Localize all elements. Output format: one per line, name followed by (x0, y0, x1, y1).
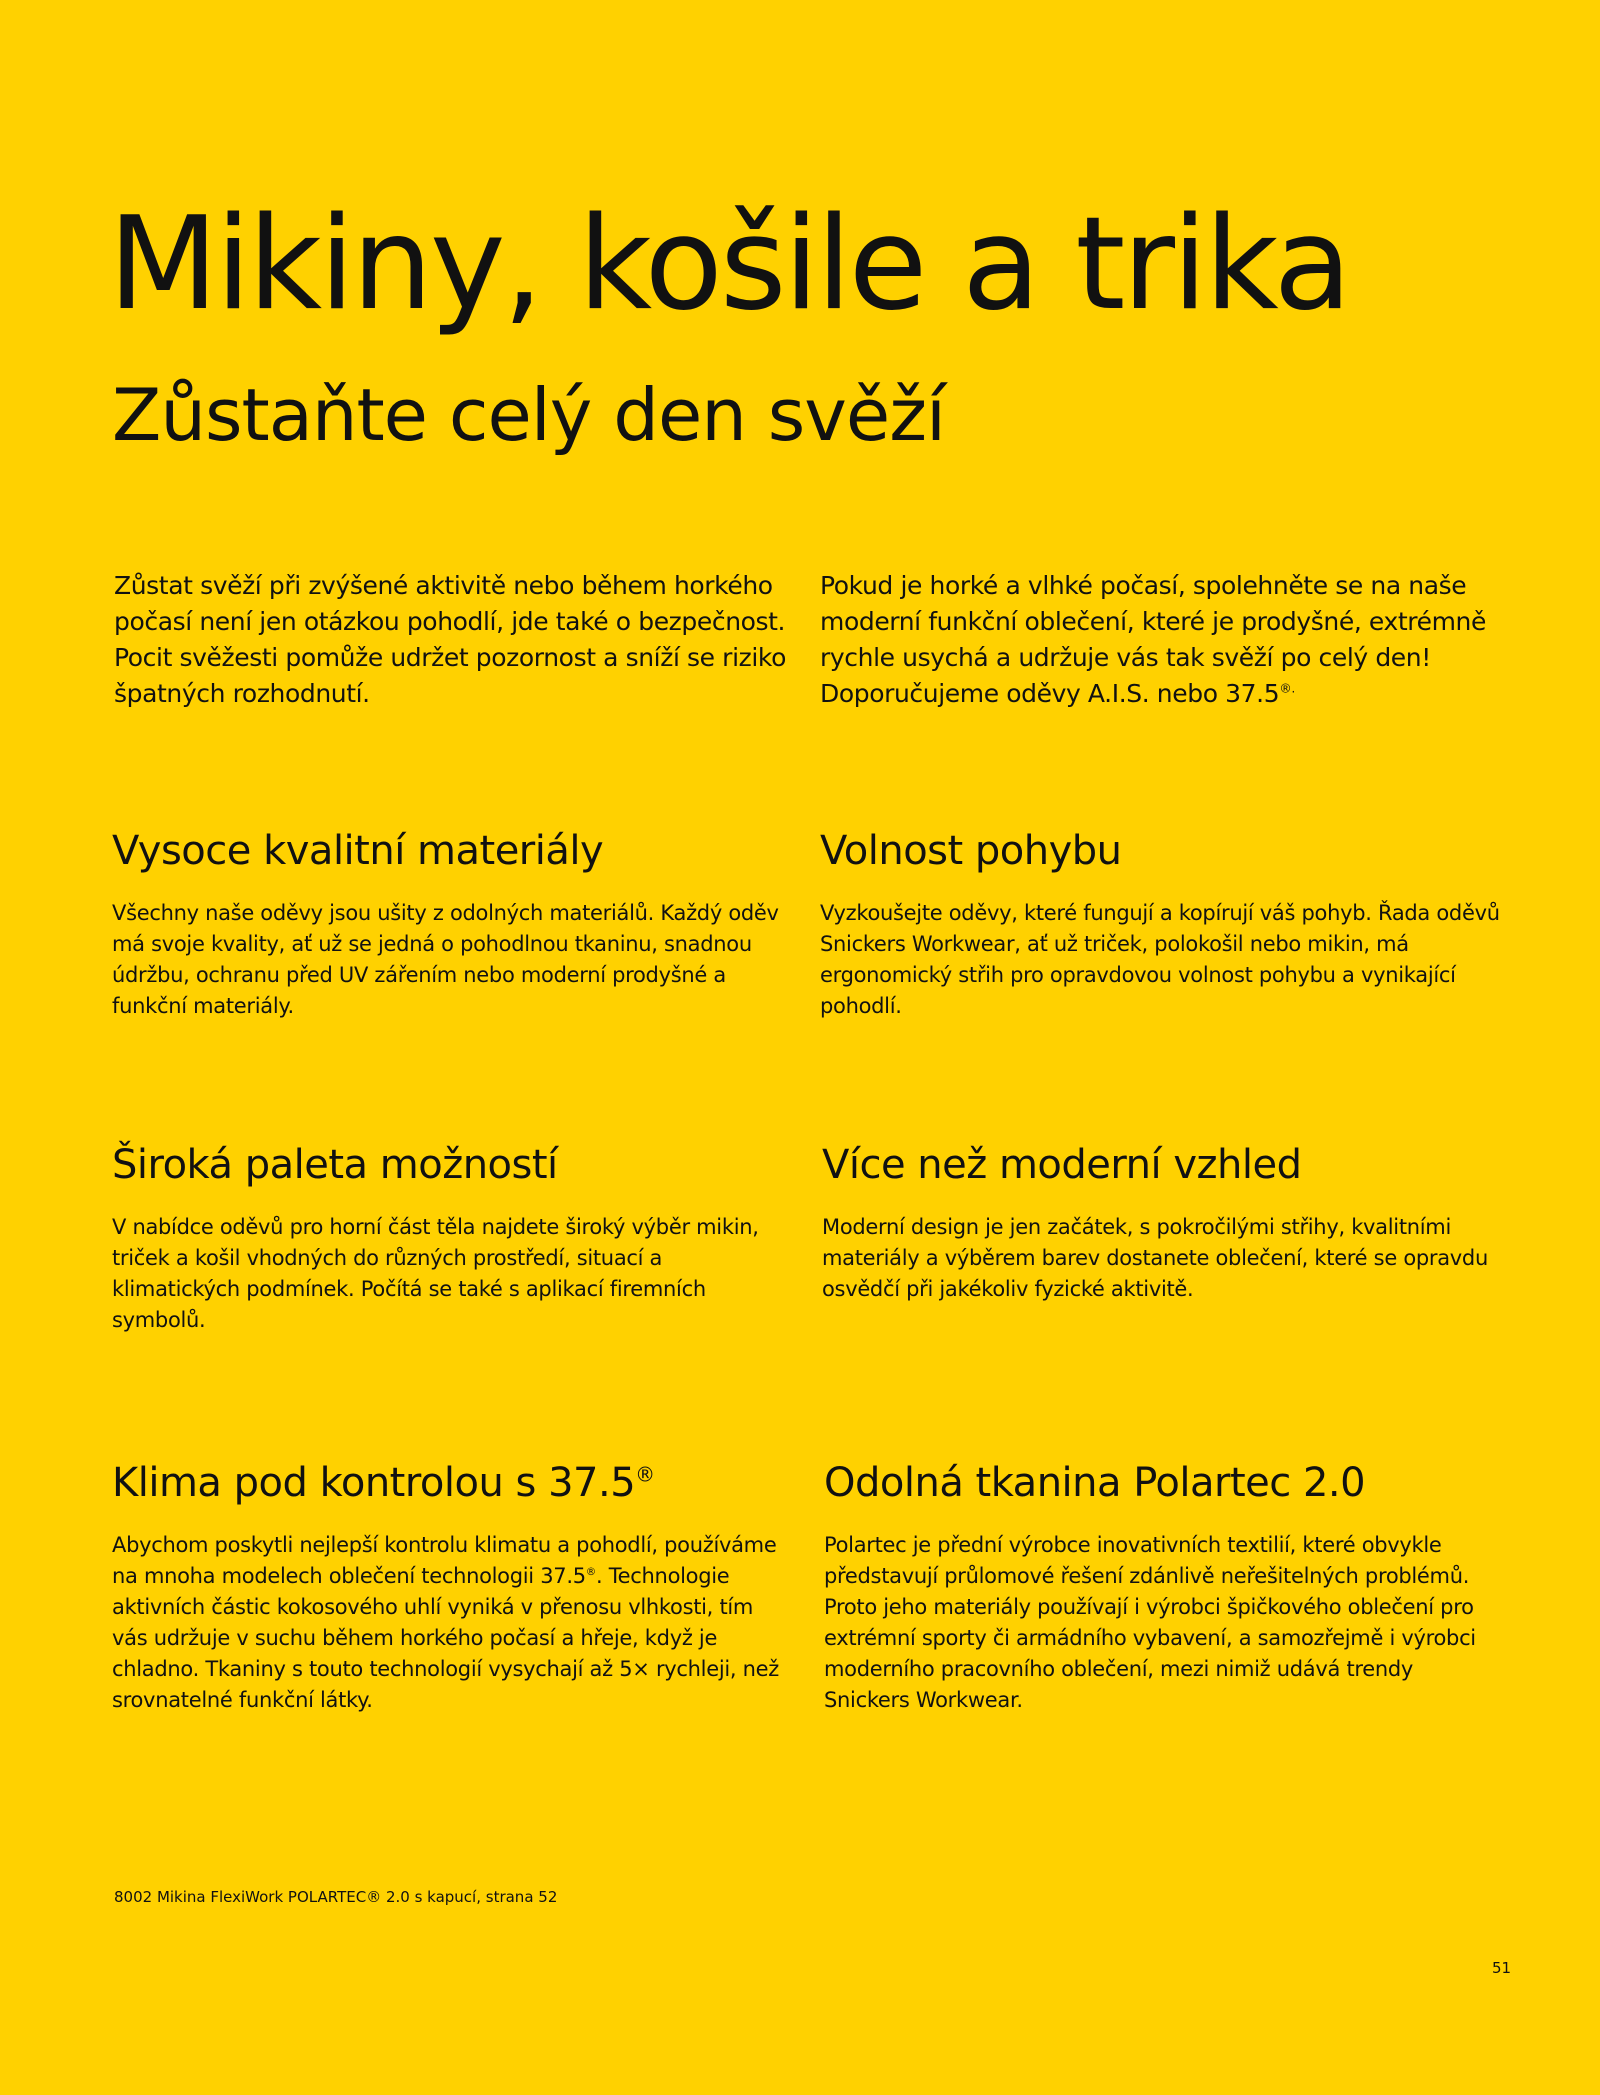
section-body: Vyzkoušejte oděvy, které fungují a kopírují váš pohyb. Řada oděvů Snickers Workwear, ať už triček, polokošil nebo mikin, má ergonomický střih pro opravdovou volnost pohybu a vynikající pohodlí. (820, 901, 1500, 1018)
intro-paragraph-right (820, 568, 1500, 712)
section-body: Všechny naše oděvy jsou ušity z odolných materiálů. Každý oděv má svoje kvality, ať už se jedná o pohodlnou tkaninu, snadnou údržbu, ochranu před UV zářením nebo moderní prodyšné a funkční materiály. (112, 901, 779, 1018)
section-body-text: Abychom poskytli nejlepší kontrolu klimatu a pohodlí, používáme na mnoha modelech oblečení technologii 37.5 (112, 1533, 777, 1588)
image-caption: 8002 Mikina FlexiWork POLARTEC® 2.0 s kapucí, strana 52 (114, 1888, 558, 1906)
section-body (112, 1530, 792, 1716)
page-number: 51 (1492, 1959, 1512, 1977)
section-heading: Více než moderní vzhled (822, 1142, 1302, 1188)
section-heading (112, 1458, 792, 1508)
section-body: Polartec je přední výrobce inovativních textilií, které obvykle představují průlomové řešení zdánlivě neřešitelných problémů. Proto jeho materiály používají i výrobci špičkového oblečení pro extrémní sporty či armádního vybavení, a samozřejmě i výrobci moderního pracovního oblečení, mezi nimiž udává trendy Snickers Workwear. (824, 1533, 1476, 1712)
registered-mark: ® (635, 1462, 655, 1487)
section-polartec-fabric (824, 1458, 1504, 1716)
section-climate-control (112, 1458, 792, 1716)
section-quality-materials (112, 826, 792, 1022)
section-freedom-of-movement (820, 826, 1500, 1022)
section-heading: Široká paleta možností (112, 1142, 558, 1188)
section-modern-look (822, 1140, 1502, 1305)
section-heading: Vysoce kvalitní materiály (112, 828, 604, 874)
section-body: Moderní design je jen začátek, s pokročilými střihy, kvalitními materiály a výběrem barev dostanete oblečení, které se opravdu osvědčí při jakékoliv fyzické aktivitě. (822, 1215, 1488, 1301)
section-heading: Odolná tkanina Polartec 2.0 (824, 1460, 1366, 1506)
section-body-text: . Technologie aktivních částic kokosového uhlí vyniká v přenosu vlhkosti, tím vás udržuje v suchu během horkého počasí a hřeje, když je chladno. Tkaniny s touto technologií vysychají až 5× rychleji, než srovnatelné funkční látky. (112, 1564, 779, 1712)
page-title: Mikiny, košile a trika (108, 190, 1349, 339)
registered-mark: ® (585, 1566, 596, 1578)
section-body: V nabídce oděvů pro horní část těla najdete široký výběr mikin, triček a košil vhodných do různých prostředí, situací a klimatických podmínek. Počítá se také s aplikací firemních symbolů. (112, 1215, 759, 1332)
intro-paragraph-left: Zůstat svěží při zvýšené aktivitě nebo během horkého počasí není jen otázkou pohodlí, jde také o bezpečnost. Pocit svěžesti pomůže udržet pozornost a sníží se riziko špatných rozhodnutí. (114, 571, 786, 708)
section-heading: Volnost pohybu (820, 828, 1122, 874)
intro-right-text: Pokud je horké a vlhké počasí, spolehněte se na naše moderní funkční oblečení, které je prodyšné, extrémně rychle usychá a udržuje vás tak svěží po celý den! Doporučujeme oděvy A.I.S. nebo 37.5 (820, 571, 1486, 708)
page-subtitle: Zůstaňte celý den svěží (112, 373, 945, 457)
section-wide-range (112, 1140, 792, 1336)
registered-mark: ®. (1279, 680, 1295, 696)
section-heading-text: Klima pod kontrolou s 37.5 (112, 1460, 636, 1506)
